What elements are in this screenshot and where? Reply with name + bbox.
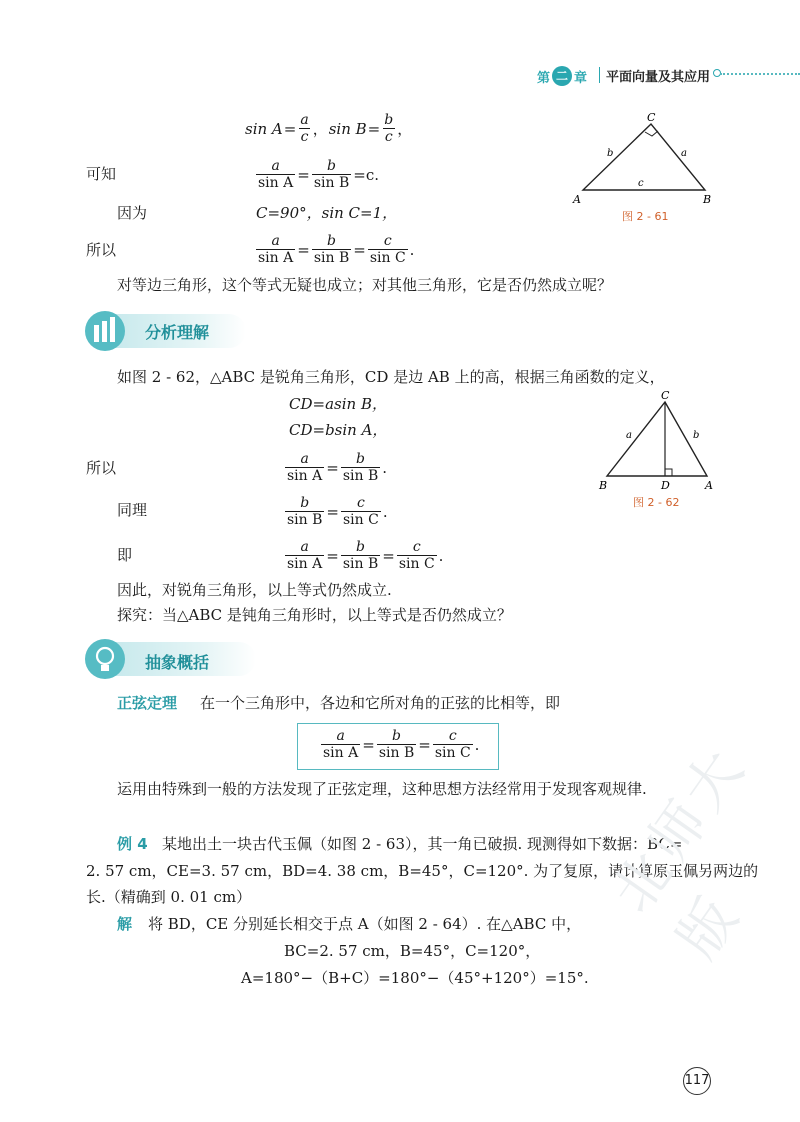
section-title-analysis: 分析理解 (145, 323, 210, 342)
fraction-b-sinB: $\frac{b}{\text{sin B}}$ (313, 158, 350, 191)
height-eq-1: CD=asin B， (289, 395, 387, 413)
theorem-name: 正弦定理 (117, 694, 178, 712)
fraction-c-sinC: $\frac{c}{\text{sin C}}$ (343, 495, 379, 528)
foot-label-d: D (661, 479, 670, 492)
side-label-b: b (607, 148, 614, 159)
label-yinwei: 因为 (117, 204, 148, 222)
law-of-sines-formula: $\frac{a}{\text{sin A}}$ = $\frac{b}{\text{sin B}}$ = $\frac{c}{\text{sin C}}$ . (323, 728, 480, 761)
example-line-1: 某地出土一块古代玉佩（如图 2 - 63），其一角已破损. 现测得如下数据：BC= (162, 835, 683, 853)
fraction-a-sinA: $\frac{a}{\text{sin A}}$ (258, 233, 294, 266)
figure-caption: 图 2 - 62 (633, 496, 680, 509)
fraction-a-sinA: $\frac{a}{\text{sin A}}$ (287, 539, 323, 572)
equilateral-question: 对等边三角形，这个等式无疑也成立；对其他三角形，它是否仍然成立呢？ (117, 276, 613, 294)
example-label: 例 4 (117, 835, 148, 853)
figure-2-61 (565, 110, 725, 225)
law-of-sines-right: $\frac{a}{\text{sin A}}$ = $\frac{b}{\text{sin B}}$ = $\frac{c}{\text{sin C}}$ . (258, 233, 415, 266)
label-ji: 即 (117, 546, 133, 564)
sin-a-text: sin A (245, 119, 283, 138)
bar-chart-icon (85, 311, 125, 351)
fraction-b-over-c: $\frac{b}{c}$ (384, 112, 394, 145)
sine-definitions-line: sin A = $\frac{a}{c}$ ， sin B = $\frac{b}{c}$ ， (245, 112, 413, 145)
chapter-suffix: 章 (574, 70, 588, 86)
vertex-label-b: B (599, 479, 608, 492)
publisher-watermark: 北师大版 (599, 734, 760, 971)
chapter-prefix: 第 (537, 70, 551, 86)
solution-line-1: 将 BD，CE 分别延长相交于点 A（如图 2 - 64）. 在△ABC 中， (148, 915, 582, 933)
example-line-3: 长.（精确到 0. 01 cm） (86, 888, 252, 906)
fraction-b-sinB: $\frac{b}{\text{sin B}}$ (313, 233, 350, 266)
fraction-a-sinA: $\frac{a}{\text{sin A}}$ (323, 728, 359, 761)
fraction-a-over-c: $\frac{a}{c}$ (300, 112, 309, 145)
label-tongli: 同理 (117, 501, 148, 519)
label-suoyi-2: 所以 (86, 459, 117, 477)
chapter-number-badge: 二 (552, 66, 572, 86)
chapter-label (537, 66, 587, 86)
fraction-b-sinB: $\frac{b}{\text{sin B}}$ (287, 495, 323, 528)
theorem-statement: 在一个三角形中，各边和它所对角的正弦的比相等，即 (200, 694, 561, 712)
vertex-label-c: C (647, 111, 656, 124)
header-divider (599, 67, 600, 83)
analysis-intro: 如图 2 - 62，△ABC 是锐角三角形，CD 是边 AB 上的高，根据三角函数的定义， (117, 368, 665, 386)
section-title-abstraction: 抽象概括 (145, 653, 210, 672)
sin-b-text: sin B (328, 119, 367, 138)
side-label-b: b (693, 430, 700, 441)
label-keji: 可知 (86, 165, 117, 183)
acute-conclusion: 因此，对锐角三角形，以上等式仍然成立. (117, 581, 392, 599)
right-angle-mark (645, 131, 658, 136)
fraction-b-sinB: $\frac{b}{\text{sin B}}$ (342, 451, 379, 484)
side-label-a: a (626, 430, 632, 441)
acute-triangle (607, 402, 707, 476)
figure-caption: 图 2 - 61 (622, 210, 669, 223)
fraction-c-sinC: $\frac{c}{\text{sin C}}$ (398, 539, 435, 572)
vertex-label-a: A (705, 479, 713, 492)
fraction-a-sinA: $\frac{a}{\text{sin A}}$ (287, 451, 323, 484)
lightbulb-icon (85, 639, 125, 679)
fraction-a-sinA: $\frac{a}{\text{sin A}}$ (258, 158, 294, 191)
vertex-label-a: A (573, 193, 581, 206)
height-eq-2: CD=bsin A， (289, 421, 388, 439)
solution-line-2: BC=2. 57 cm，B=45°，C=120°， (284, 942, 541, 960)
vertex-label-c: C (661, 389, 670, 402)
law-of-sines-acute: $\frac{a}{\text{sin A}}$ = $\frac{b}{\text{sin B}}$ = $\frac{c}{\text{sin C}}$ . (287, 539, 444, 572)
page-number: 117 (683, 1067, 711, 1095)
right-angle-condition: C=90°，sin C=1， (256, 204, 398, 222)
side-label-a: a (681, 148, 687, 159)
ratio-equals-c: $\frac{a}{\text{sin A}}$ = $\frac{b}{\text{sin B}}$ =c. (258, 158, 379, 191)
method-remark: 运用由特殊到一般的方法发现了正弦定理，这种思想方法经常用于发现客观规律. (117, 780, 647, 798)
ratio-ab: $\frac{a}{\text{sin A}}$ = $\frac{b}{\text{sin B}}$ . (287, 451, 388, 484)
side-label-c: c (638, 178, 644, 189)
chapter-title: 平面向量及其应用 (606, 70, 711, 85)
example-line-2: 2. 57 cm，CE=3. 57 cm，BD=4. 38 cm，B=45°，C=120°. 为了复原，请计算原玉佩另两边的 (86, 862, 759, 880)
header-dotted-rule (720, 73, 800, 75)
fraction-c-sinC: $\frac{c}{\text{sin C}}$ (369, 233, 406, 266)
right-angle-mark (665, 469, 672, 476)
solution-label: 解 (117, 915, 133, 933)
figure-2-62 (593, 388, 723, 513)
ratio-bc: $\frac{b}{\text{sin B}}$ = $\frac{c}{\text{sin C}}$ . (287, 495, 388, 528)
vertex-label-b: B (703, 193, 712, 206)
fraction-b-sinB: $\frac{b}{\text{sin B}}$ (378, 728, 415, 761)
fraction-c-sinC: $\frac{c}{\text{sin C}}$ (434, 728, 471, 761)
fraction-b-sinB: $\frac{b}{\text{sin B}}$ (342, 539, 379, 572)
obtuse-exploration: 探究：当△ABC 是钝角三角形时，以上等式是否仍然成立？ (117, 606, 512, 624)
solution-line-3: A=180°−（B+C）=180°−（45°+120°）=15°. (241, 969, 589, 987)
label-suoyi-1: 所以 (86, 241, 117, 259)
